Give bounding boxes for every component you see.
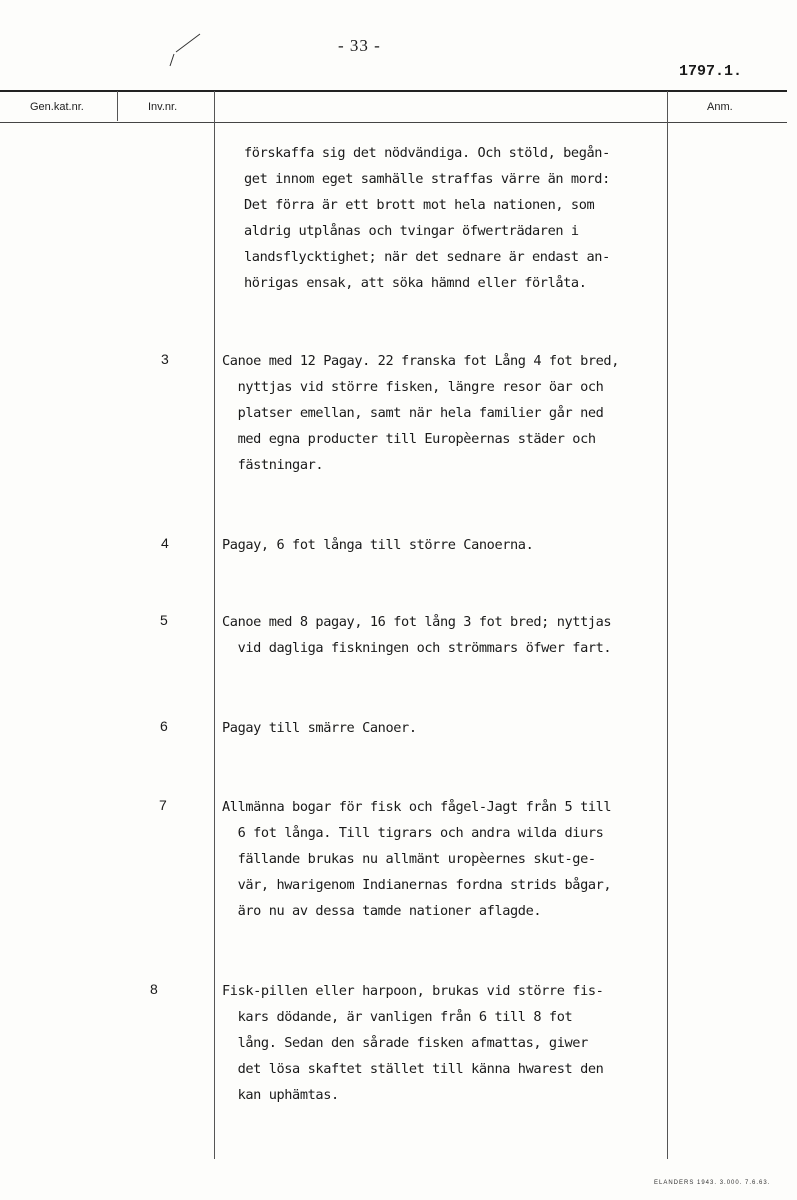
printer-mark: ELANDERS 1943. 3.000. 7.6.63. (654, 1180, 771, 1186)
header-rule-bottom (0, 122, 787, 123)
entry-number-3: 3 (161, 351, 169, 367)
entry-number-6: 6 (160, 718, 168, 734)
header-rule-top (0, 90, 787, 92)
entry-text-4: Pagay, 6 fot långa till större Canoerna. (222, 537, 534, 553)
catalog-id: 1797.1. (679, 63, 743, 80)
column-divider-1 (117, 91, 118, 121)
column-header-anm: Anm. (707, 101, 733, 113)
entry-text-3: Canoe med 12 Pagay. 22 franska fot Lång 4 fot bred, nyttjas vid större fisken, längre resor öar och platser emellan, samt när hela familier går ned med egna producter till Europèernas städer och fästningar. (222, 353, 619, 473)
entry-number-8: 8 (150, 981, 158, 997)
entry-number-7: 7 (159, 797, 167, 813)
entry-text-8: Fisk-pillen eller harpoon, brukas vid större fis- kars dödande, är vanligen från 6 till 8 fot lång. Sedan den sårade fisken afmattas, giwer det lösa skaftet stället till känna hwarest den kan uphämtas. (222, 983, 604, 1103)
entry-number-5: 5 (160, 612, 168, 628)
entry-text-6: Pagay till smärre Canoer. (222, 720, 417, 736)
pen-stroke-mark (166, 30, 206, 70)
entry-text-7: Allmänna bogar för fisk och fågel-Jagt från 5 till 6 fot långa. Till tigrars och andra wilda diurs fällande brukas nu allmänt uropèernes skut-ge- vär, hwarigenom Indianernas fordna strids bågar, äro nu av dessa tamde nationer aflagde. (222, 799, 612, 919)
column-header-gen-kat-nr: Gen.kat.nr. (30, 101, 84, 113)
page-number: - 33 - (338, 36, 381, 55)
column-header-inv-nr: Inv.nr. (148, 101, 178, 113)
entry-text-5: Canoe med 8 pagay, 16 fot lång 3 fot bred; nyttjas vid dagliga fiskningen och strömmars öfwer fart. (222, 614, 612, 656)
column-divider-2 (214, 91, 215, 1159)
entry-text-continuation: förskaffa sig det nödvändiga. Och stöld, begån- get innom eget samhälle straffas värre än mord: Det förra är ett brott mot hela nationen, som aldrig utplånas och tvingar öfwerträdaren i landsflycktighet; när det sednare är endast an- hörigas ensak, att söka hämnd eller förlåta. (244, 145, 610, 291)
entry-number-4: 4 (161, 535, 169, 551)
